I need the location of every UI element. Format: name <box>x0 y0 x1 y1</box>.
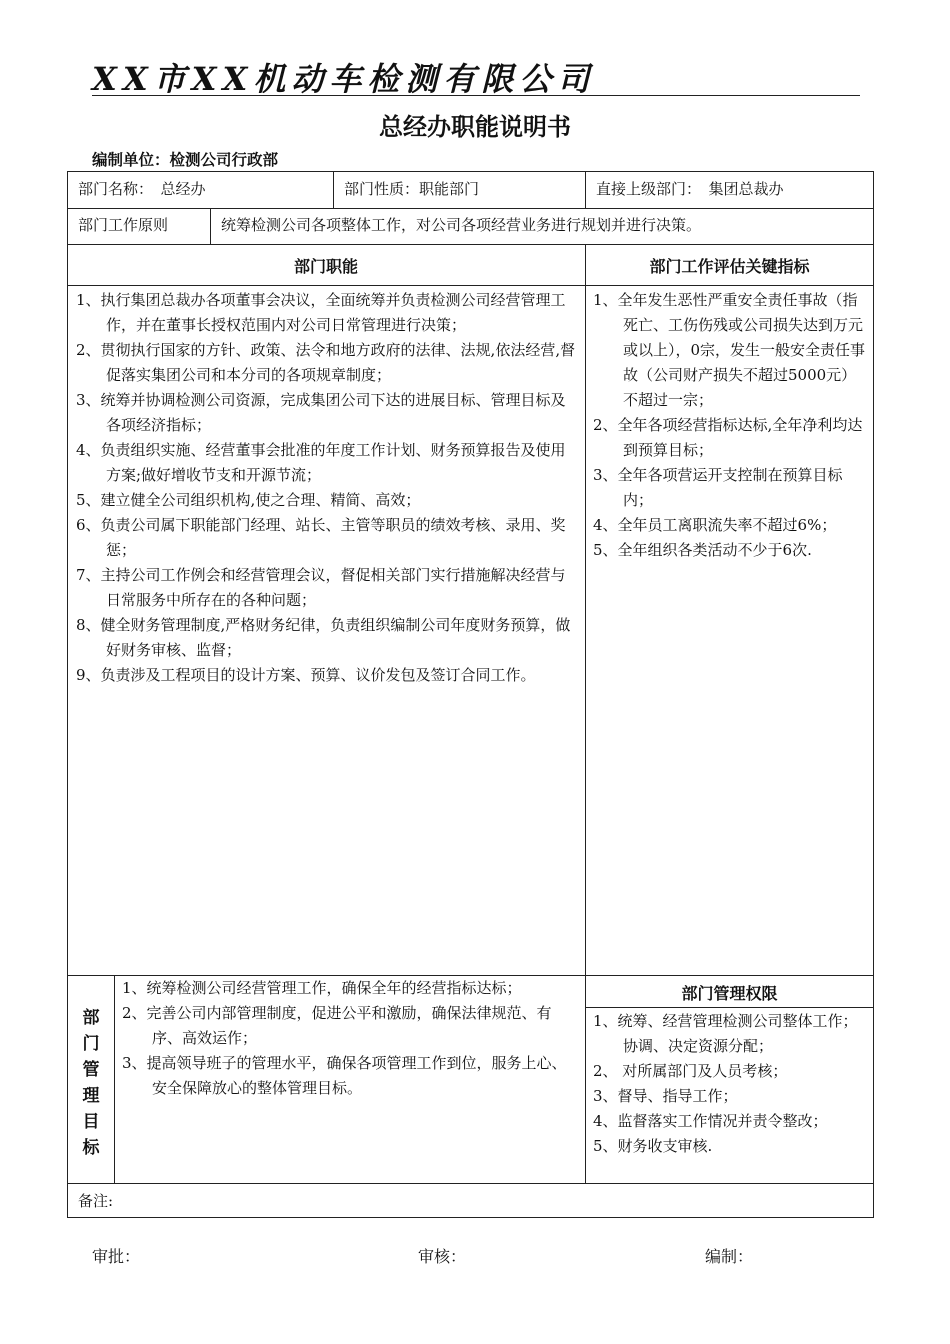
dept-nature-cell: 部门性质：职能部门 <box>344 180 480 198</box>
list-item: 1、全年发生恶性严重安全责任事故（指死亡、工伤伤残或公司损失达到万元或以上），0宗，发生一般安全责任事故（公司财产损失不超过5000元）不超过一宗； <box>593 291 866 409</box>
review-signature: 审核： <box>418 1247 467 1266</box>
list-item: 2、全年各项经营指标达标,全年净利均达到预算目标； <box>593 416 863 459</box>
document-title: 总经办职能说明书 <box>379 113 571 141</box>
header-rule <box>92 95 860 96</box>
kpi-list <box>593 288 867 563</box>
list-item: 2、完善公司内部管理制度，促进公平和激励，确保法律规范、有序、高效运作； <box>122 1004 552 1047</box>
authority-list <box>593 1009 869 1159</box>
list-item: 4、监督落实工作情况并责令整改； <box>593 1112 828 1130</box>
list-item: 1、统筹检测公司经营管理工作，确保全年的经营指标达标； <box>122 979 522 997</box>
list-item: 3、统筹并协调检测公司资源，完成集团公司下达的进展目标、管理目标及各项经济指标； <box>76 391 566 434</box>
col-divider <box>585 244 586 1184</box>
authority-header: 部门管理权限 <box>681 984 778 1003</box>
goals-label-char: 目 <box>82 1112 100 1132</box>
goals-label-char: 标 <box>82 1138 100 1158</box>
list-item: 1、执行集团总裁办各项董事会决议，全面统筹并负责检测公司经营管理工作，并在董事长授权范围内对公司日常管理进行决策； <box>76 291 566 334</box>
remarks-label: 备注: <box>78 1192 114 1210</box>
col-divider <box>114 975 115 1184</box>
goals-list <box>122 976 580 1101</box>
functions-list <box>76 288 578 688</box>
col-divider <box>333 171 334 209</box>
col-divider <box>210 208 211 245</box>
list-item: 3、提高领导班子的管理水平，确保各项管理工作到位，服务上心、安全保障放心的整体管理目标。 <box>122 1054 567 1097</box>
list-item: 1、统筹、经营管理检测公司整体工作；协调、决定资源分配； <box>593 1012 858 1055</box>
list-item: 5、建立健全公司组织机构,使之合理、精简、高效； <box>76 491 421 509</box>
principle-label: 部门工作原则 <box>78 216 169 234</box>
list-item: 7、主持公司工作例会和经营管理会议，督促相关部门实行措施解决经营与日常服务中所存在的各种问题； <box>76 566 566 609</box>
list-item: 2、贯彻执行国家的方针、政策、法令和地方政府的法律、法规,依法经营,督促落实集团公司和本分司的各项规章制度； <box>76 341 576 384</box>
principle-text: 统筹检测公司各项整体工作，对公司各项经营业务进行规划并进行决策。 <box>221 216 702 234</box>
goals-label-char: 门 <box>82 1034 100 1054</box>
functions-header: 部门职能 <box>293 257 358 276</box>
company-name: XX市XX机动车检测有限公司 <box>92 60 596 98</box>
row-divider <box>67 1183 874 1184</box>
col-divider <box>585 171 586 209</box>
list-item: 3、全年各项营运开支控制在预算目标内； <box>593 466 843 509</box>
list-item: 6、负责公司属下职能部门经理、站长、主管等职员的绩效考核、录用、奖惩； <box>76 516 566 559</box>
kpi-header: 部门工作评估关键指标 <box>649 257 810 276</box>
row-divider <box>67 208 874 209</box>
goals-label <box>68 1005 114 1161</box>
list-item: 9、负责涉及工程项目的设计方案、预算、议价发包及签订合同工作。 <box>76 666 536 684</box>
row-divider <box>67 285 874 286</box>
list-item: 5、财务收支审核. <box>593 1137 713 1155</box>
compiler-unit: 编制单位：检测公司行政部 <box>92 151 279 169</box>
list-item: 3、督导、指导工作； <box>593 1087 738 1105</box>
prepare-signature: 编制： <box>705 1247 754 1266</box>
list-item: 5、全年组织各类活动不少于6次. <box>593 541 812 559</box>
list-item: 2、 对所属部门及人员考核； <box>593 1062 788 1080</box>
list-item: 8、健全财务管理制度,严格财务纪律，负责组织编制公司年度财务预算，做好财务审核、监督； <box>76 616 571 659</box>
superior-dept-cell: 直接上级部门： 集团总裁办 <box>596 180 784 198</box>
goals-label-char: 理 <box>82 1086 100 1106</box>
goals-label-char: 管 <box>82 1060 100 1080</box>
dept-name-cell: 部门名称： 总经办 <box>78 180 206 198</box>
list-item: 4、全年员工离职流失率不超过6%； <box>593 516 837 534</box>
goals-label-char: 部 <box>82 1008 100 1028</box>
list-item: 4、负责组织实施、经营董事会批准的年度工作计划、财务预算报告及使用方案;做好增收节支和开源节流； <box>76 441 566 484</box>
approve-signature: 审批： <box>92 1247 141 1266</box>
row-divider <box>67 244 874 245</box>
row-divider <box>585 1007 874 1008</box>
